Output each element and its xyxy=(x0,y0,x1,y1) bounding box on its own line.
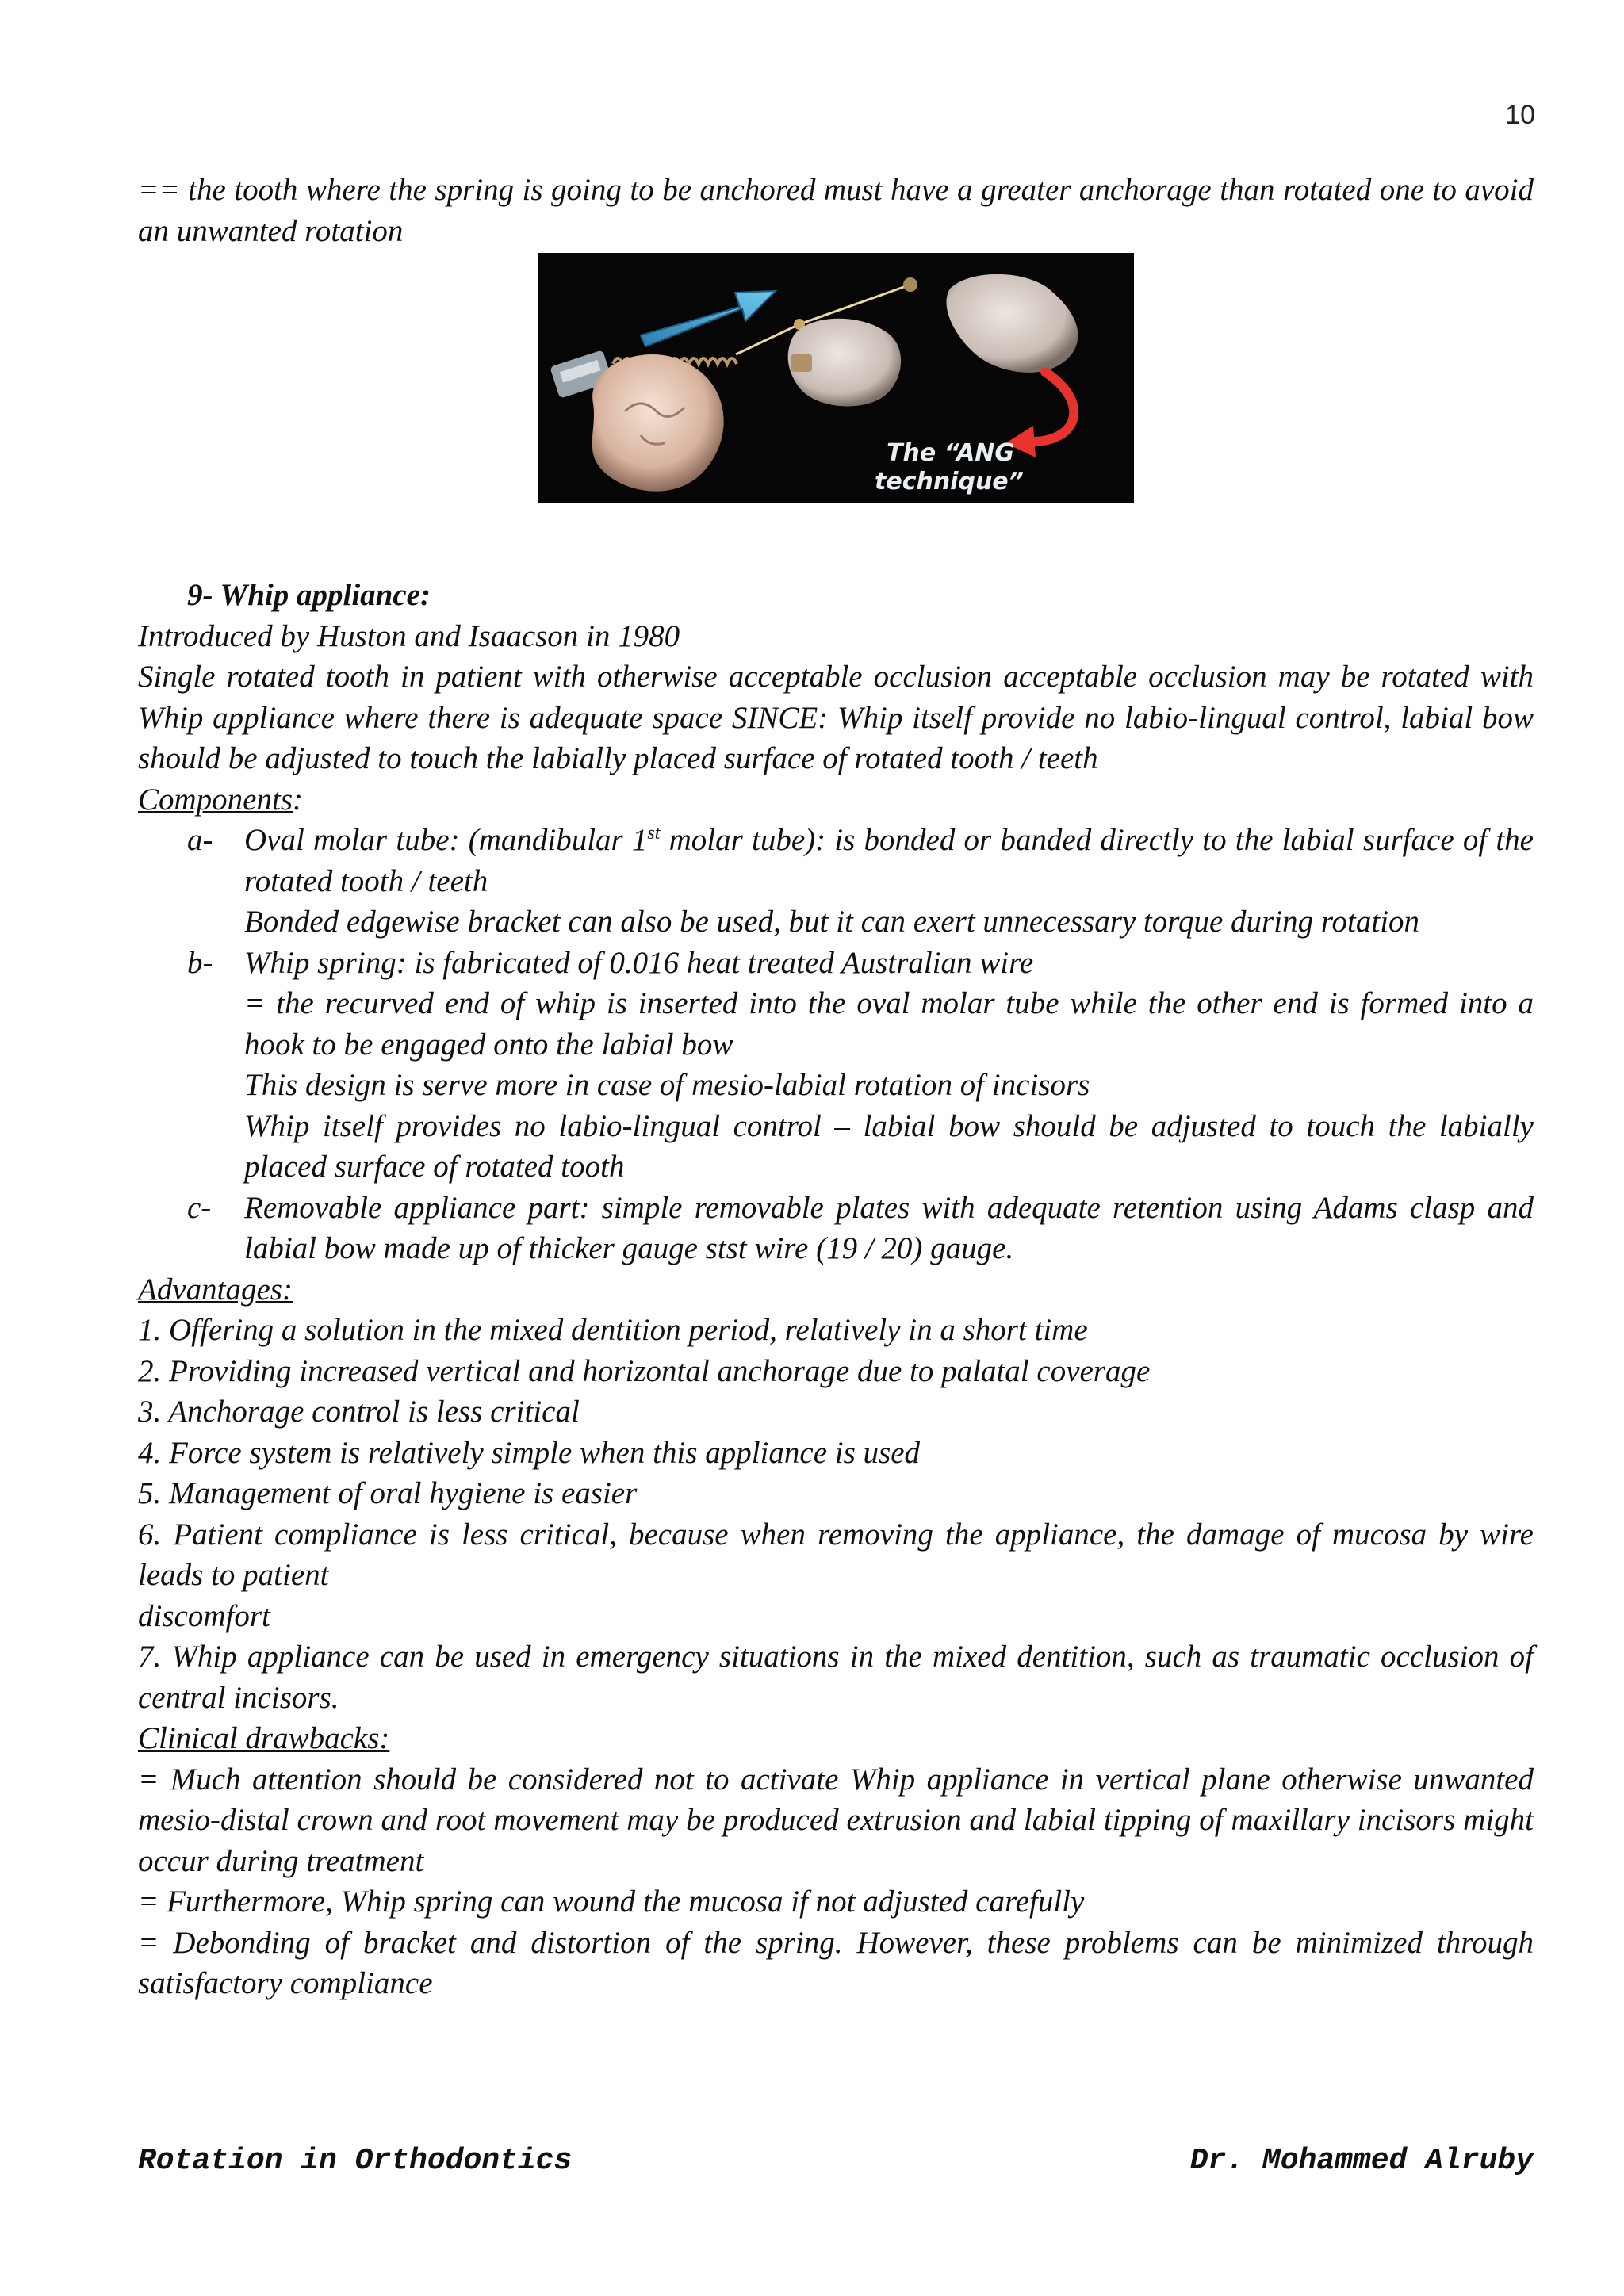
component-line: This design is serve more in case of mesio-labial rotation of incisors xyxy=(244,1068,1090,1102)
component-marker: b- xyxy=(187,945,213,980)
drawback-item: = Debonding of bracket and distortion of the spring. However, these problems can be minimized through satisfactory compliance xyxy=(138,1925,1534,2000)
component-line: Whip itself provides no labio-lingual control – labial bow should be adjusted to touch the labially placed surface of rotated tooth xyxy=(244,1108,1534,1184)
figure-caption-line2: technique” xyxy=(875,468,1024,496)
footer-title: Rotation in Orthodontics xyxy=(138,2144,573,2178)
component-body xyxy=(244,1188,1534,1269)
component-body xyxy=(244,943,1534,1188)
component-line: Removable appliance part: simple removable plates with adequate retention using Adams clasp and labial bow made up of thicker gauge stst wire (19 / 20) gauge. xyxy=(244,1190,1534,1265)
advantage-item: 6. Patient compliance is less critical, because when removing the appliance, the damage of mucosa by wire leads to patient xyxy=(138,1517,1534,1592)
component-line: Bonded edgewise bracket can also be used, but it can exert unnecessary torque during rotation xyxy=(244,905,1420,939)
advantage-item: 7. Whip appliance can be used in emergency situations in the mixed dentition, such as traumatic occlusion of central incisors. xyxy=(138,1640,1534,1715)
drawbacks-heading: Clinical drawbacks: xyxy=(138,1721,390,1755)
component-marker: c- xyxy=(187,1190,212,1225)
component-marker: a- xyxy=(187,823,213,857)
advantage-item: 3. Anchorage control is less critical xyxy=(138,1395,580,1429)
page-content xyxy=(138,170,1534,2004)
components-colon: : xyxy=(293,782,303,817)
section-heading: 9- Whip appliance: xyxy=(187,578,431,612)
advantage-item: discomfort xyxy=(138,1598,270,1633)
section-description: Single rotated tooth in patient with otherwise acceptable occlusion acceptable occlusion may be rotated with Whip appliance where there is adequate space SINCE: Whip itself provide no labio-lingual control, labial bow should be adjusted to touch the labially placed surface of rotated tooth / teeth xyxy=(138,660,1534,775)
advantage-item: 4. Force system is relatively simple when this appliance is used xyxy=(138,1435,921,1470)
advantages-heading: Advantages: xyxy=(138,1272,293,1307)
footer-author: Dr. Mohammed Alruby xyxy=(1189,2144,1534,2178)
advantage-item: 2. Providing increased vertical and horizontal anchorage due to palatal coverage xyxy=(138,1353,1151,1388)
advantage-item: 1. Offering a solution in the mixed dentition period, relatively in a short time xyxy=(138,1313,1088,1347)
drawback-item: = Furthermore, Whip spring can wound the mucosa if not adjusted carefully xyxy=(138,1885,1085,1919)
figure-container xyxy=(138,253,1534,503)
red-curved-arrow-icon xyxy=(1029,372,1074,442)
component-item-c xyxy=(138,1188,1534,1269)
drawback-item: = Much attention should be considered not to activate Whip appliance in vertical plane otherwise unwanted mesio-distal crown and root movement may be produced extrusion and labial tipping of maxillary incisors might occur during treatment xyxy=(138,1762,1534,1878)
section-intro: Introduced by Huston and Isaacson in 1980 xyxy=(138,618,680,653)
page-number: 10 xyxy=(1505,100,1535,130)
component-body xyxy=(244,820,1534,943)
page-footer xyxy=(138,2144,1534,2178)
blue-arrow-icon xyxy=(641,291,776,346)
component-line: = the recurved end of whip is inserted into the oval molar tube while the other end is formed into a hook to be engaged onto the labial bow xyxy=(244,986,1534,1062)
component-item-b xyxy=(138,943,1534,1188)
components-label: Components xyxy=(138,782,293,817)
molar-tooth-icon xyxy=(592,354,724,492)
component-line: Whip spring: is fabricated of 0.016 heat treated Australian wire xyxy=(244,945,1034,980)
component-line: Oval molar tube: (mandibular 1st molar tube): is bonded or banded directly to the labial surface of the rotated tooth / teeth xyxy=(244,823,1534,898)
advantage-item: 5. Management of oral hygiene is easier xyxy=(138,1476,638,1510)
premolar-tooth-icon xyxy=(946,274,1078,373)
component-item-a xyxy=(138,820,1534,943)
rotated-tooth-icon xyxy=(788,319,901,407)
intro-note: == the tooth where the spring is going to be anchored must have a greater anchorage than rotated one to avoid an unwanted rotation xyxy=(138,173,1534,248)
ang-technique-image xyxy=(538,253,1134,503)
figure-caption-line1: The “ANG xyxy=(887,439,1015,467)
components-heading xyxy=(138,779,1534,821)
